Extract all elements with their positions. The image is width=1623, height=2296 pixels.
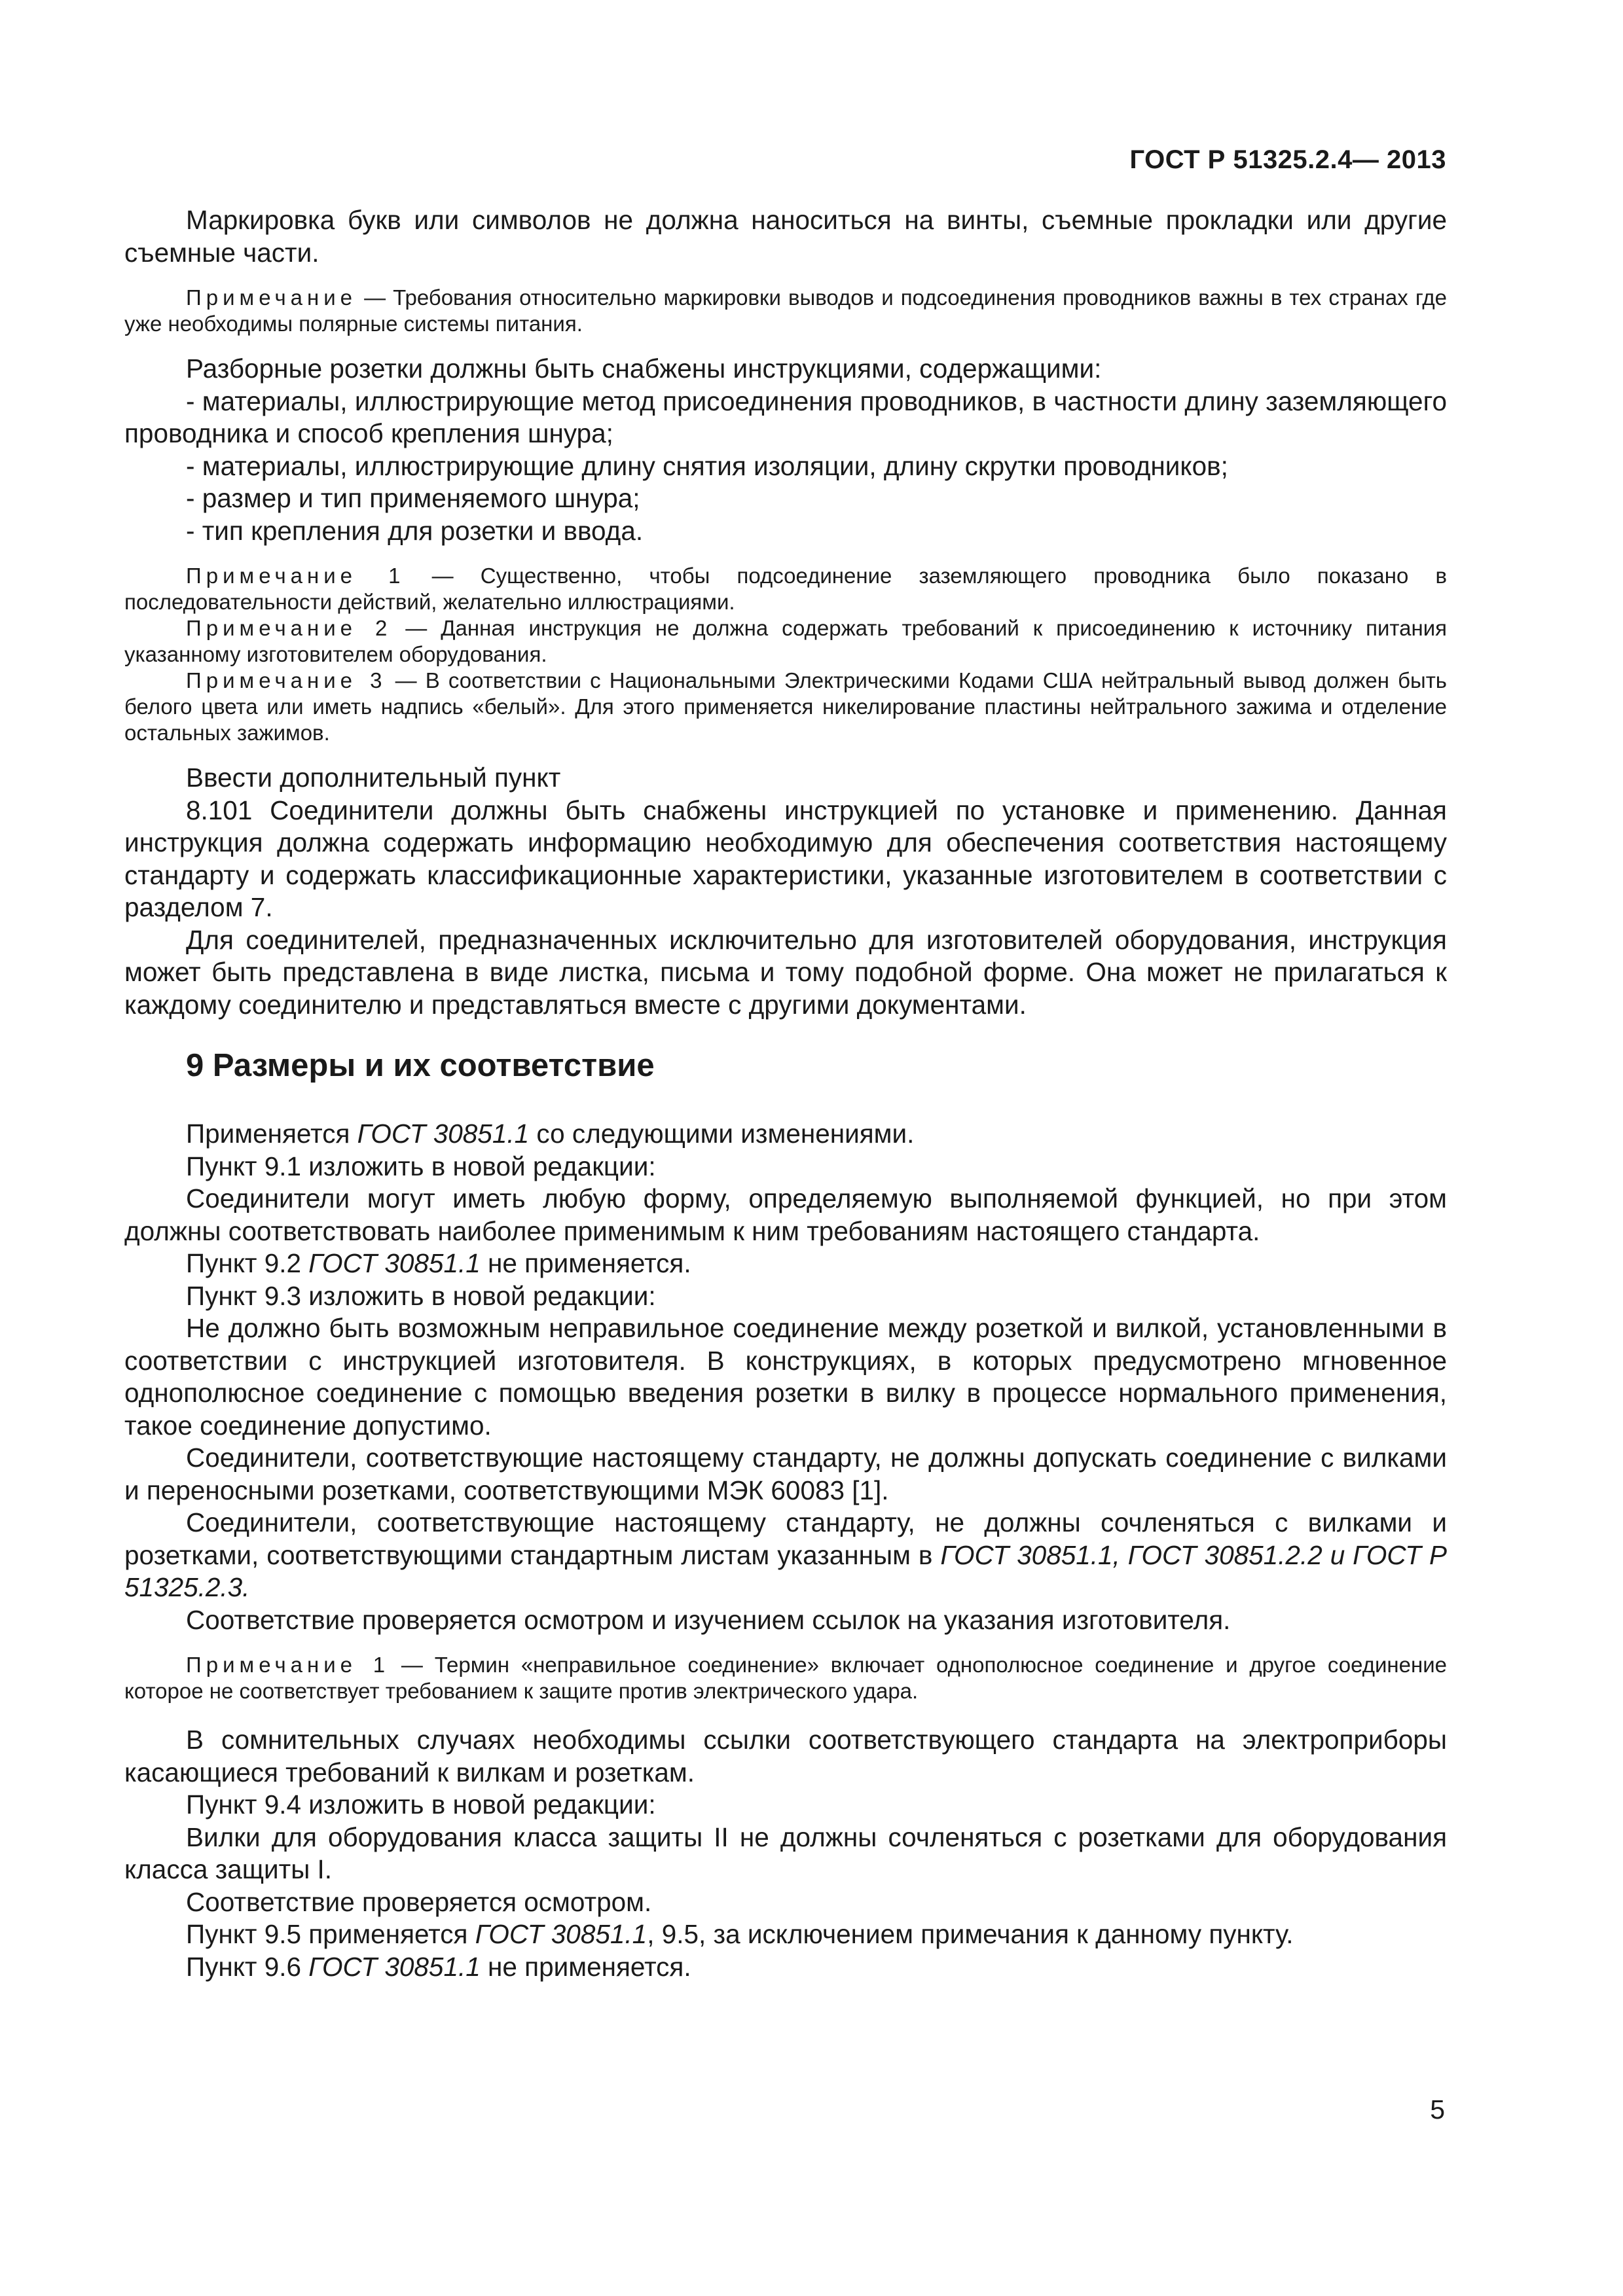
paragraph-9-3: Пункт 9.3 изложить в новой редакции: xyxy=(186,1280,656,1311)
paragraph-marking: Маркировка букв или символов не должна наноситься на винты, съемные прокладки или другие съемные части. xyxy=(124,205,1447,268)
paragraph-9-5 xyxy=(124,1918,1447,1951)
document-code-header: ГОСТ Р 51325.2.4— 2013 xyxy=(1129,145,1446,174)
note-label: Примечание 2 xyxy=(186,616,392,640)
standard-reference: ГОСТ 30851.1 xyxy=(475,1919,647,1949)
paragraph-oem-instructions: Для соединителей, предназначенных исключительно для изготовителей оборудования, инструкция может быть представлена в виде листка, письма и тому подобной форме. Она может не прилагаться к каждому соединителю и представляться вместе с другими документами. xyxy=(124,924,1447,1020)
list-item: - тип крепления для розетки и ввода. xyxy=(186,515,644,546)
paragraph-9-2 xyxy=(124,1247,1447,1280)
paragraph-any-shape: Соединители могут иметь любую форму, определяемую выполняемой функцией, но при этом должны соответствовать наиболее применимым к ним требованиям настоящего стандарта. xyxy=(124,1183,1447,1246)
paragraph-standard-sheets xyxy=(124,1507,1447,1604)
note-text: — В соответствии с Национальными Электрическими Кодами США нейтральный вывод должен быть белого цвета или иметь надпись «белый». Для этого применяется никелирование пластины нейтрального зажима и отделение остальных зажимов. xyxy=(124,668,1448,745)
paragraph-9-1: Пункт 9.1 изложить в новой редакции: xyxy=(186,1151,656,1181)
paragraph-applies xyxy=(124,1118,1447,1151)
note-label: Примечание 1 xyxy=(186,1653,390,1677)
paragraph-incorrect-connection: Не должно быть возможным неправильное соединение между розеткой и вилкой, установленными в соответствии с инструкцией изготовителя. В конструкциях, в которых предусмотрено мгновенное однополюсное соединение с помощью введения розетки в вилку в процессе нормального применения, такое соединение допустимо. xyxy=(124,1313,1447,1441)
note-text: — Данная инструкция не должна содержать требований к присоединению к источнику питания указанному изготовителем оборудования. xyxy=(124,616,1448,666)
paragraph-add-item: Ввести дополнительный пункт xyxy=(186,762,561,793)
note-3 xyxy=(124,668,1447,746)
note-label: Примечание 3 xyxy=(186,668,387,692)
note-polarity xyxy=(124,285,1447,337)
page-number: 5 xyxy=(1430,2094,1445,2125)
note-2 xyxy=(124,615,1447,668)
paragraph-instructions-intro: Разборные розетки должны быть снабжены инструкциями, содержащими: xyxy=(186,353,1102,384)
paragraph-iec-60083: Соединители, соответствующие настоящему стандарту, не должны допускать соединение с вилками и переносными розетками, соответствующими МЭК 60083 [1]. xyxy=(124,1443,1447,1505)
list-item: - размер и тип применяемого шнура; xyxy=(186,483,640,513)
text-run: Пункт 9.5 применяется xyxy=(186,1919,475,1949)
paragraph-9-6 xyxy=(124,1951,1447,1984)
paragraph-9-4: Пункт 9.4 изложить в новой редакции: xyxy=(186,1789,656,1820)
list-item: - материалы, иллюстрирующие метод присоединения проводников, в частности длину заземляющего проводника и способ крепления шнура; xyxy=(124,386,1447,448)
document-body xyxy=(124,204,1447,1983)
list-item: - материалы, иллюстрирующие длину снятия изоляции, длину скрутки проводников; xyxy=(186,450,1228,481)
note-text: — Существенно, чтобы подсоединение заземляющего проводника было показано в последовательности действий, желательно иллюстрациями. xyxy=(124,564,1447,614)
text-run: Соединители, соответствующие настоящему стандарту, не должны сочленяться с вилками и розетками, соответствующими стандартным листам указанным в xyxy=(124,1507,1447,1570)
paragraph-doubtful-cases: В сомнительных случаях необходимы ссылки соответствующего стандарта на электроприборы касающиеся требований к вилкам и розеткам. xyxy=(124,1725,1447,1787)
note-1 xyxy=(124,563,1447,615)
paragraph-8-101: 8.101 Соединители должны быть снабжены инструкцией по установке и применению. Данная инструкция должна содержать информацию необходимую для обеспечения соответствия настоящему стандарту и содержать классификационные характеристики, указанные изготовителем в соответствии с разделом 7. xyxy=(124,795,1447,922)
note-label: Примечание 1 xyxy=(186,564,405,588)
note-text: — Требования относительно маркировки выводов и подсоединения проводников важны в тех странах где уже необходимы полярные системы питания. xyxy=(124,285,1447,336)
paragraph-class-ii: Вилки для оборудования класса защиты II не должны сочленяться с розетками для оборудования класса защиты I. xyxy=(124,1821,1447,1884)
standard-reference: ГОСТ 30851.1, ГОСТ 30851.2.2 и ГОСТ Р 51325.2.3. xyxy=(124,1539,1447,1602)
text-run: Применяется xyxy=(186,1119,357,1149)
standard-reference: ГОСТ 30851.1 xyxy=(308,1951,481,1982)
text-run: Пункт 9.2 xyxy=(186,1248,309,1278)
section-9-heading: 9 Размеры и их соответствие xyxy=(186,1048,655,1083)
text-run: не применяется. xyxy=(480,1951,691,1982)
paragraph-compliance-check: Соответствие проверяется осмотром и изучением ссылок на указания изготовителя. xyxy=(186,1604,1231,1635)
standard-reference: ГОСТ 30851.1 xyxy=(357,1119,530,1149)
text-run: Пункт 9.6 xyxy=(186,1951,309,1982)
standard-reference: ГОСТ 30851.1 xyxy=(308,1248,481,1278)
text-run: не применяется. xyxy=(480,1248,691,1278)
text-run: со следующими изменениями. xyxy=(529,1119,915,1149)
note-label: Примечание xyxy=(186,285,357,310)
paragraph-inspection: Соответствие проверяется осмотром. xyxy=(186,1886,652,1917)
note-text: — Термин «неправильное соединение» включает однополюсное соединение и другое соединение которое не соответствует требованием к защите против электрического удара. xyxy=(124,1653,1447,1703)
note-incorrect-connection xyxy=(124,1652,1447,1704)
text-run: , 9.5, за исключением примечания к данному пункту. xyxy=(647,1919,1294,1949)
